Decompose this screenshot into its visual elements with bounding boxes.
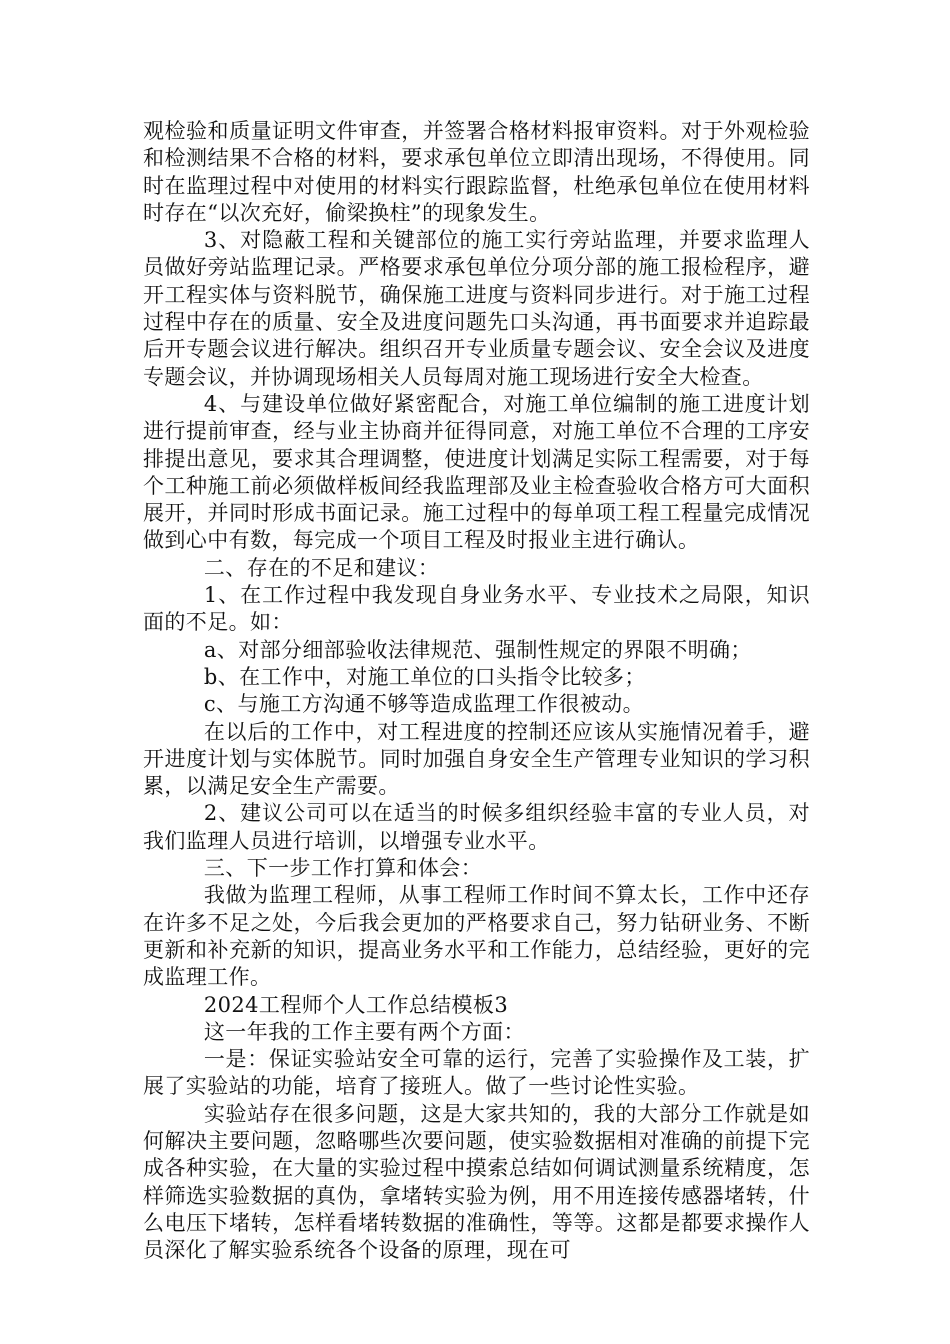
document-body	[143, 118, 810, 1264]
section-heading-shortcomings: 二、存在的不足和建议：	[203, 555, 440, 580]
paragraph-item-4: 4、与建设单位做好紧密配合，对施工单位编制的施工进度计划进行提前审查，经与业主协商并征得同意，对施工单位不合理的工序安排提出意见，要求其合理调整，使进度计划满足实际工程需要，对于每个工种施工前必须做样板间经我监理部及业主检查验收合格方可大面积展开，并同时形成书面记录。施工过程中的每单项工程工程量完成情况做到心中有数，每完成一个项目工程及时报业主进行确认。	[143, 391, 810, 553]
list-item-c: c、与施工方沟通不够等造成监理工作很被动。	[203, 692, 645, 717]
paragraph-two-aspects: 这一年我的工作主要有两个方面：	[203, 1019, 525, 1044]
document-subtitle-template-3: 2024工程师个人工作总结模板3	[203, 992, 509, 1017]
list-item-a: a、对部分细部验收法律规范、强制性规定的界限不明确；	[203, 637, 752, 662]
paragraph-item-3: 3、对隐蔽工程和关键部位的施工实行旁站监理，并要求监理人员做好旁站监理记录。严格要求承包单位分项分部的施工报检程序，避开工程实体与资料脱节，确保施工进度与资料同步进行。对于施工过程过程中存在的质量、安全及进度问题先口头沟通，再书面要求并追踪最后开专题会议进行解决。组织召开专业质量专题会议、安全会议及进度专题会议，并协调现场相关人员每周对施工现场进行安全大检查。	[143, 228, 810, 389]
paragraph-personal-reflection: 我做为监理工程师，从事工程师工作时间不算太长，工作中还存在许多不足之处，今后我会更加的严格要求自己，努力钻研业务、不断更新和补充新的知识，提高业务水平和工作能力，总结经验，更好的完成监理工作。	[143, 883, 810, 990]
paragraph-material-inspection: 观检验和质量证明文件审查，并签署合格材料报审资料。对于外观检验和检测结果不合格的材料，要求承包单位立即清出现场，不得使用。同时在监理过程中对使用的材料实行跟踪监督，杜绝承包单位在使用材料时存在“以次充好，偷梁换柱”的现象发生。	[143, 119, 810, 225]
paragraph-shortcoming-1: 1、在工作过程中我发现自身业务水平、专业技术之局限，知识面的不足。如：	[143, 583, 810, 635]
list-item-b: b、在工作中，对施工单位的口头指令比较多；	[203, 664, 646, 689]
section-heading-next-steps: 三、下一步工作打算和体会：	[203, 856, 483, 881]
paragraph-aspect-one: 一是：保证实验站安全可靠的运行，完善了实验操作及工装，扩展了实验站的功能，培育了接班人。做了一些讨论性实验。	[143, 1047, 810, 1099]
paragraph-suggestion-2: 2、建议公司可以在适当的时候多组织经验丰富的专业人员，对我们监理人员进行培训，以增强专业水平。	[143, 801, 810, 853]
paragraph-future-work: 在以后的工作中，对工程进度的控制还应该从实施情况着手，避开进度计划与实体脱节。同时加强自身安全生产管理专业知识的学习积累，以满足安全生产需要。	[143, 719, 810, 799]
paragraph-lab-problems: 实验站存在很多问题，这是大家共知的，我的大部分工作就是如何解决主要问题，忽略哪些次要问题，使实验数据相对准确的前提下完成各种实验，在大量的实验过程中摸索总结如何调试测量系统精度，怎样筛选实验数据的真伪，拿堵转实验为例，用不用连接传感器堵转，什么电压下堵转，怎样看堵转数据的准确性，等等。这都是都要求操作人员深化了解实验系统各个设备的原理，现在可	[143, 1101, 810, 1263]
